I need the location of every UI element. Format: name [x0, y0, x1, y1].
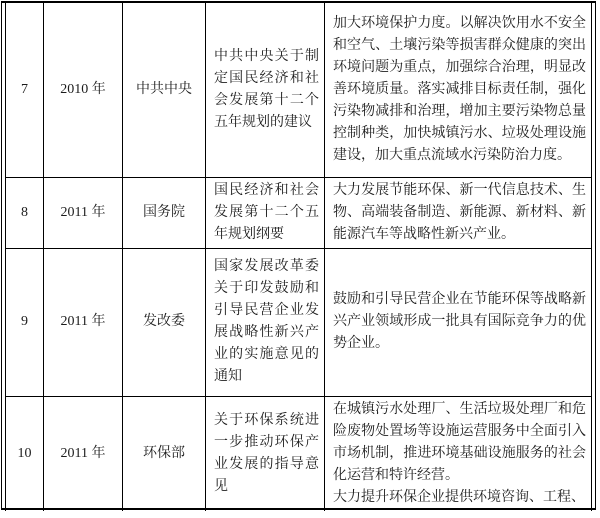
policy-table [5, 3, 592, 511]
year-cell: 2011 年 [44, 177, 123, 248]
policy-table-wrapper [1, 1, 596, 510]
policy-name-cell: 国家发展改革委关于印发鼓励和引导民营企业发展战略性新兴产业的实施意见的通知 [206, 248, 325, 396]
description-paragraph: 大力提升环保企业提供环境咨询、工程、 [333, 489, 585, 505]
table-row [6, 396, 592, 511]
agency-cell: 国务院 [123, 177, 206, 248]
description-cell: 大力发展节能环保、新一代信息技术、生物、高端装备制造、新能源、新材料、新能源汽车等战略性新兴产业。 [325, 177, 592, 248]
policy-name-cell: 中共中央关于制定国民经济和社会发展第十二个五年规划的建议 [206, 3, 325, 177]
row-number-cell: 7 [6, 3, 44, 177]
year-cell: 2011 年 [44, 396, 123, 511]
agency-cell: 发改委 [123, 248, 206, 396]
table-row [6, 248, 592, 396]
agency-cell: 中共中央 [123, 3, 206, 177]
description-cell: 鼓励和引导民营企业在节能环保等战略新兴产业领域形成一批具有国际竞争力的优势企业。 [325, 248, 592, 396]
row-number-cell: 8 [6, 177, 44, 248]
description-cell: 加大环境保护力度。以解决饮用水不安全和空气、土壤污染等损害群众健康的突出环境问题为重点，加强综合治理，明显改善环境质量。落实减排目标责任制，强化污染物减排和治理，增加主要污染物总量控制种类，加快城镇污水、垃圾处理设施建设，加大重点流域水污染防治力度。 [325, 3, 592, 177]
row-number-cell: 9 [6, 248, 44, 396]
year-cell: 2011 年 [44, 248, 123, 396]
policy-name-cell: 关于环保系统进一步推动环保产业发展的指导意见 [206, 396, 325, 511]
policy-name-cell: 国民经济和社会发展第十二个五年规划纲要 [206, 177, 325, 248]
year-cell: 2010 年 [44, 3, 123, 177]
table-row [6, 3, 592, 177]
description-paragraph: 在城镇污水处理厂、生活垃圾处理厂和危险废物处置场等设施运营服务中全面引入市场机制，推进环境基础设施服务的社会化运营和特许经营。 [333, 401, 586, 483]
agency-cell: 环保部 [123, 396, 206, 511]
table-row [6, 177, 592, 248]
row-number-cell: 10 [6, 396, 44, 511]
description-cell [325, 396, 592, 511]
